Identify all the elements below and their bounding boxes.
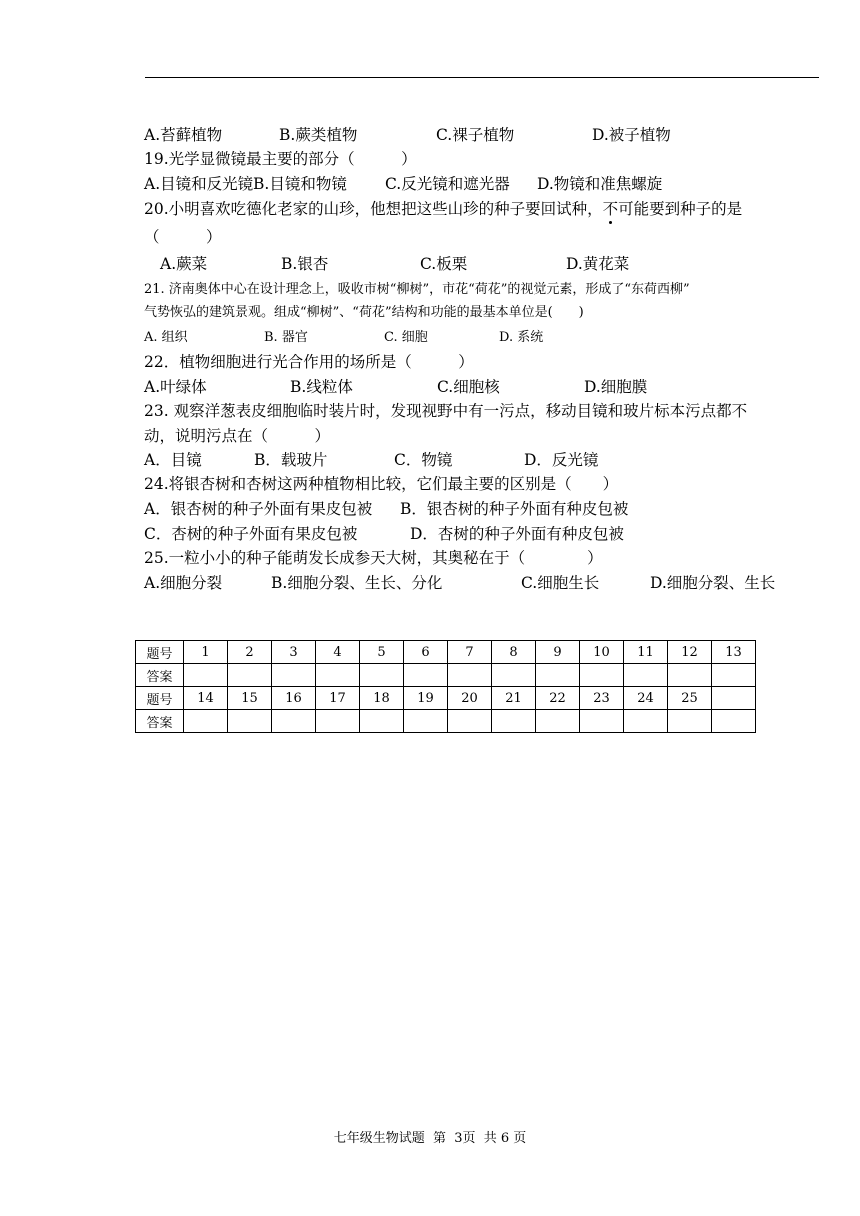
label-answer: 答案 — [136, 710, 184, 733]
table-cell: 1 — [184, 641, 228, 664]
q19-option-c: C.反光镜和遮光器 — [385, 175, 510, 193]
q23-option-b: B．载玻片 — [254, 451, 328, 469]
table-cell: 21 — [492, 687, 536, 710]
table-cell: 14 — [184, 687, 228, 710]
table-cell: 19 — [404, 687, 448, 710]
answer-cell — [404, 664, 448, 687]
table-cell: 24 — [624, 687, 668, 710]
q20-stem — [144, 199, 742, 219]
answer-cell — [624, 664, 668, 687]
table-cell: 2 — [228, 641, 272, 664]
answer-cell — [184, 664, 228, 687]
table-cell: 16 — [272, 687, 316, 710]
answer-cell — [668, 664, 712, 687]
page-footer: 七年级生物试题 第 3页 共 6 页 — [333, 1131, 527, 1146]
answer-cell — [272, 664, 316, 687]
q25-stem: 25.一粒小小的种子能萌发长成参天大树，其奥秘在于（ ） — [144, 549, 603, 567]
table-cell: 8 — [492, 641, 536, 664]
q20-option-b: B.银杏 — [281, 255, 329, 273]
answer-cell — [316, 664, 360, 687]
table-cell: 10 — [580, 641, 624, 664]
q25-option-d: D.细胞分裂、生长 — [650, 574, 776, 592]
answer-cell — [184, 710, 228, 733]
q20-option-d: D.黄花菜 — [566, 255, 630, 273]
q22-stem: 22．植物细胞进行光合作用的场所是（ ） — [144, 353, 474, 371]
q20-option-a: A.蕨菜 — [160, 255, 208, 273]
q18-option-c: C.裸子植物 — [436, 126, 515, 144]
q21-option-c: C. 细胞 — [384, 330, 428, 345]
q20-stem-before: 20.小明喜欢吃德化老家的山珍，他想把这些山珍的种子要回试种， — [144, 200, 603, 218]
table-cell: 9 — [536, 641, 580, 664]
answer-cell — [580, 710, 624, 733]
table-cell: 11 — [624, 641, 668, 664]
table-cell: 17 — [316, 687, 360, 710]
q23-option-a: A．目镜 — [144, 451, 202, 469]
table-row-answers-2 — [136, 710, 756, 733]
q23-stem-line2: 动，说明污点在（ ） — [144, 427, 331, 445]
table-cell: 7 — [448, 641, 492, 664]
q19-option-d: D.物镜和准焦螺旋 — [537, 175, 663, 193]
q22-option-d: D.细胞膜 — [584, 378, 648, 396]
table-cell: 22 — [536, 687, 580, 710]
label-answer: 答案 — [136, 664, 184, 687]
table-cell: 25 — [668, 687, 712, 710]
answer-cell — [624, 710, 668, 733]
answer-cell — [492, 664, 536, 687]
answer-cell — [360, 664, 404, 687]
answer-cell — [448, 664, 492, 687]
q24-option-c: C．杏树的种子外面有果皮包被 — [144, 525, 358, 543]
table-cell: 3 — [272, 641, 316, 664]
table-row-numbers-2 — [136, 687, 756, 710]
q20-option-c: C.板栗 — [420, 255, 468, 273]
q20-stem-after: 可能要到种子的是 — [618, 200, 743, 218]
q24-option-b: B．银杏树的种子外面有种皮包被 — [400, 500, 629, 518]
label-question-number: 题号 — [136, 687, 184, 710]
answer-cell — [316, 710, 360, 733]
q18-option-d: D.被子植物 — [592, 126, 671, 144]
answer-cell — [272, 710, 316, 733]
answer-cell — [492, 710, 536, 733]
answer-cell — [712, 710, 756, 733]
q21-stem-line2: 气势恢弘的建筑景观。组成“柳树”、“荷花”结构和功能的最基本单位是( ) — [144, 305, 584, 320]
q21-option-a: A. 组织 — [144, 330, 188, 345]
q25-option-c: C.细胞生长 — [521, 574, 600, 592]
q24-stem: 24.将银杏树和杏树这两种植物相比较，它们最主要的区别是（ ） — [144, 475, 619, 493]
answer-cell — [668, 710, 712, 733]
q18-option-b: B.蕨类植物 — [279, 126, 358, 144]
table-cell: 20 — [448, 687, 492, 710]
q22-option-b: B.线粒体 — [290, 378, 353, 396]
header-rule — [145, 77, 819, 78]
q22-option-a: A.叶绿体 — [144, 378, 207, 396]
q19-stem: 19.光学显微镜最主要的部分（ ） — [144, 150, 417, 168]
q21-stem-line1: 21. 济南奥体中心在设计理念上，吸收市树“柳树”，市花“荷花”的视觉元素，形成了“东荷西柳” — [144, 282, 690, 297]
q22-option-c: C.细胞核 — [437, 378, 500, 396]
q24-option-a: A．银杏树的种子外面有果皮包被 — [144, 500, 373, 518]
q21-option-d: D. 系统 — [499, 330, 544, 345]
table-row-numbers-1 — [136, 641, 756, 664]
q23-option-c: C．物镜 — [394, 451, 453, 469]
answer-cell — [228, 710, 272, 733]
table-cell: 6 — [404, 641, 448, 664]
q23-option-d: D．反光镜 — [524, 451, 599, 469]
answer-cell — [712, 664, 756, 687]
q23-stem-line1: 23. 观察洋葱表皮细胞临时装片时，发现视野中有一污点，移动目镜和玻片标本污点都不 — [144, 402, 748, 420]
q20-stem-line2: （ ） — [144, 228, 222, 246]
q24-option-d: D．杏树的种子外面有种皮包被 — [410, 525, 624, 543]
table-cell: 4 — [316, 641, 360, 664]
answer-cell — [536, 710, 580, 733]
table-cell: 15 — [228, 687, 272, 710]
table-cell: 23 — [580, 687, 624, 710]
q19-option-a: A.目镜和反光镜 — [144, 175, 254, 193]
answer-cell — [536, 664, 580, 687]
q25-option-b: B.细胞分裂、生长、分化 — [271, 574, 443, 592]
table-cell: 13 — [712, 641, 756, 664]
answer-cell — [228, 664, 272, 687]
answer-cell — [404, 710, 448, 733]
answer-table — [135, 640, 756, 733]
table-cell: 12 — [668, 641, 712, 664]
answer-cell — [448, 710, 492, 733]
q21-option-b: B. 器官 — [264, 330, 308, 345]
table-cell — [712, 687, 756, 710]
label-question-number: 题号 — [136, 641, 184, 664]
answer-cell — [580, 664, 624, 687]
q18-option-a: A.苔藓植物 — [144, 126, 223, 144]
table-row-answers-1 — [136, 664, 756, 687]
q25-option-a: A.细胞分裂 — [144, 574, 223, 592]
q19-option-b: B.目镜和物镜 — [253, 175, 347, 193]
table-cell: 5 — [360, 641, 404, 664]
answer-cell — [360, 710, 404, 733]
table-cell: 18 — [360, 687, 404, 710]
q20-emphasis: 不 — [602, 200, 619, 218]
